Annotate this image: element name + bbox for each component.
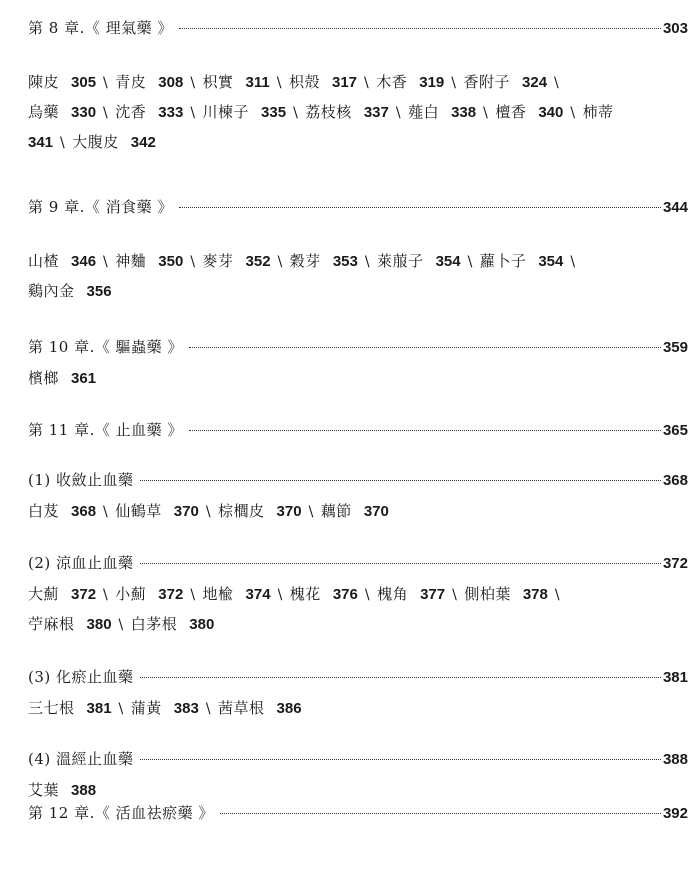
herb-name: 藕節 bbox=[320, 502, 352, 520]
dot-leader bbox=[189, 347, 661, 348]
heading-title: 第 9 章.《 消食藥 》 bbox=[28, 198, 173, 216]
herb-entry bbox=[28, 699, 112, 717]
herb-entry bbox=[203, 73, 270, 91]
herb-page-number: 317 bbox=[331, 74, 358, 91]
herb-page-number: 381 bbox=[86, 700, 112, 717]
toc-heading bbox=[28, 420, 688, 441]
herb-entry bbox=[115, 252, 183, 270]
heading-title: 第 8 章.《 理氣藥 》 bbox=[28, 19, 173, 37]
herb-page-number: 311 bbox=[245, 74, 270, 91]
separator: \ bbox=[276, 75, 282, 91]
toc-section bbox=[28, 470, 688, 526]
herb-entry bbox=[377, 585, 445, 603]
herb-name: 茜草根 bbox=[218, 699, 265, 717]
toc-heading bbox=[28, 197, 688, 218]
herb-page-number: 370 bbox=[363, 503, 389, 520]
toc-section bbox=[28, 18, 688, 157]
herb-name: 薤白 bbox=[408, 103, 440, 121]
herb-entry bbox=[28, 502, 96, 520]
herb-entry bbox=[72, 133, 156, 151]
entry-line bbox=[28, 246, 688, 276]
herb-page-number: 335 bbox=[261, 104, 287, 121]
herb-page-number: 319 bbox=[419, 74, 445, 91]
herb-page-number: 372 bbox=[158, 586, 184, 603]
herb-name: 木香 bbox=[376, 73, 408, 91]
herb-entry bbox=[28, 103, 96, 121]
separator: \ bbox=[277, 587, 283, 603]
herb-name: 枳殻 bbox=[288, 73, 320, 91]
herb-entry bbox=[289, 73, 357, 91]
separator: \ bbox=[364, 75, 370, 91]
separator: \ bbox=[103, 105, 109, 121]
toc-section bbox=[28, 553, 688, 639]
herb-entry bbox=[464, 73, 548, 91]
herb-entry bbox=[131, 699, 199, 717]
toc-heading bbox=[28, 803, 688, 824]
separator: \ bbox=[308, 504, 314, 520]
herb-name: 地楡 bbox=[202, 585, 234, 603]
entry-line bbox=[28, 693, 688, 723]
heading-page-number: 303 bbox=[662, 20, 688, 37]
dot-leader bbox=[179, 28, 661, 29]
herb-entry bbox=[115, 73, 183, 91]
heading-page-number: 388 bbox=[662, 751, 688, 768]
herb-name: 棕櫚皮 bbox=[218, 502, 265, 520]
entry-list bbox=[28, 775, 688, 805]
heading-title: (4) 溫經止血藥 bbox=[28, 750, 134, 768]
herb-page-number: 350 bbox=[158, 253, 184, 270]
herb-name: 側柏葉 bbox=[464, 585, 511, 603]
herb-entry bbox=[203, 252, 271, 270]
toc-heading bbox=[28, 553, 688, 574]
herb-entry bbox=[480, 252, 564, 270]
entry-line bbox=[28, 775, 688, 805]
herb-name: 槐花 bbox=[289, 585, 321, 603]
heading-page-number: 381 bbox=[662, 669, 688, 686]
herb-entry bbox=[408, 103, 476, 121]
dot-leader bbox=[189, 430, 661, 431]
herb-name: 三七根 bbox=[28, 699, 75, 717]
separator: \ bbox=[277, 254, 283, 270]
herb-entry bbox=[115, 103, 183, 121]
toc-heading bbox=[28, 667, 688, 688]
entry-line bbox=[28, 67, 688, 97]
separator: \ bbox=[293, 105, 299, 121]
herb-name: 仙鶴草 bbox=[115, 502, 162, 520]
heading-page-number: 365 bbox=[662, 422, 688, 439]
separator: \ bbox=[118, 617, 124, 633]
entry-line bbox=[28, 496, 688, 526]
dot-leader bbox=[140, 759, 661, 760]
herb-entry bbox=[115, 585, 183, 603]
heading-title: (3) 化瘀止血藥 bbox=[28, 668, 134, 686]
heading-title: 第 12 章.《 活血祛瘀藥 》 bbox=[28, 804, 214, 822]
toc-heading bbox=[28, 749, 688, 770]
herb-page-number: 383 bbox=[173, 700, 199, 717]
herb-name: 白芨 bbox=[28, 502, 60, 520]
herb-name: 陳皮 bbox=[28, 73, 60, 91]
separator: \ bbox=[483, 105, 489, 121]
herb-entry bbox=[495, 103, 563, 121]
herb-name: 白茅根 bbox=[130, 615, 178, 633]
herb-page-number: 378 bbox=[522, 586, 548, 603]
toc-section bbox=[28, 420, 688, 441]
heading-page-number: 368 bbox=[662, 472, 688, 489]
herb-entry bbox=[28, 73, 96, 91]
herb-page-number: 356 bbox=[86, 283, 112, 300]
herb-page-number: 340 bbox=[538, 104, 564, 121]
dot-leader bbox=[140, 563, 661, 564]
separator: \ bbox=[451, 75, 457, 91]
herb-entry bbox=[377, 252, 461, 270]
herb-name: 苧麻根 bbox=[28, 615, 75, 633]
herb-page-number: 388 bbox=[71, 782, 97, 799]
herb-entry bbox=[218, 502, 302, 520]
separator: \ bbox=[103, 587, 109, 603]
herb-name: 荔枝核 bbox=[305, 103, 352, 121]
herb-entry bbox=[583, 103, 614, 121]
herb-name: 蒲黃 bbox=[130, 699, 162, 717]
herb-entry bbox=[203, 585, 271, 603]
toc-heading bbox=[28, 18, 688, 39]
toc-heading bbox=[28, 337, 688, 358]
herb-entry bbox=[321, 502, 389, 520]
herb-name: 麥芽 bbox=[202, 252, 234, 270]
herb-name: 檀香 bbox=[495, 103, 527, 121]
separator: \ bbox=[467, 254, 473, 270]
separator: \ bbox=[452, 587, 458, 603]
toc-section bbox=[28, 749, 688, 805]
herb-page-number: 354 bbox=[538, 253, 564, 270]
toc-section bbox=[28, 667, 688, 723]
herb-entry bbox=[464, 585, 548, 603]
herb-page-number: 333 bbox=[158, 104, 184, 121]
separator: \ bbox=[103, 504, 109, 520]
herb-page-number: 368 bbox=[71, 503, 97, 520]
herb-entry bbox=[28, 615, 112, 633]
heading-page-number: 359 bbox=[662, 339, 688, 356]
herb-page-number: 337 bbox=[363, 104, 389, 121]
toc-heading bbox=[28, 470, 688, 491]
dot-leader bbox=[140, 480, 661, 481]
herb-name: 艾葉 bbox=[28, 781, 60, 799]
separator: \ bbox=[118, 701, 124, 717]
heading-title: (1) 收斂止血藥 bbox=[28, 471, 134, 489]
herb-entry bbox=[28, 585, 96, 603]
separator: \ bbox=[60, 135, 66, 151]
entry-list bbox=[28, 496, 688, 526]
herb-page-number: 374 bbox=[245, 586, 271, 603]
entry-list bbox=[28, 67, 688, 157]
herb-name: 川楝子 bbox=[202, 103, 250, 121]
separator: \ bbox=[190, 105, 196, 121]
dot-leader bbox=[140, 677, 661, 678]
entry-line bbox=[28, 276, 688, 306]
herb-page-number: 380 bbox=[189, 616, 215, 633]
herb-page-number: 308 bbox=[158, 74, 184, 91]
heading-title: (2) 涼血止血藥 bbox=[28, 554, 134, 572]
separator: \ bbox=[570, 105, 576, 121]
herb-name: 大薊 bbox=[28, 585, 60, 603]
herb-entry bbox=[28, 282, 112, 300]
herb-page-number: 370 bbox=[276, 503, 302, 520]
heading-title: 第 11 章.《 止血藥 》 bbox=[28, 421, 183, 439]
separator: \ bbox=[103, 254, 109, 270]
separator: \ bbox=[364, 254, 371, 270]
herb-page-number: 353 bbox=[332, 253, 358, 270]
herb-page-number: 324 bbox=[522, 74, 548, 91]
herb-page-number: 346 bbox=[71, 253, 97, 270]
heading-page-number: 392 bbox=[662, 805, 688, 822]
herb-page-number: 338 bbox=[451, 104, 477, 121]
herb-page-number: 352 bbox=[245, 253, 271, 270]
herb-entry bbox=[376, 73, 444, 91]
herb-name: 神麯 bbox=[115, 252, 147, 270]
herb-entry bbox=[290, 585, 358, 603]
entry-line bbox=[28, 579, 688, 609]
entry-list bbox=[28, 246, 688, 306]
toc-section bbox=[28, 803, 688, 824]
herb-name: 枳實 bbox=[202, 73, 234, 91]
entry-line bbox=[28, 609, 688, 639]
separator: \ bbox=[395, 105, 402, 121]
separator: \ bbox=[103, 75, 109, 91]
separator: \ bbox=[554, 587, 561, 603]
herb-entry bbox=[290, 252, 358, 270]
herb-name: 香附子 bbox=[463, 73, 511, 91]
herb-page-number: 386 bbox=[276, 700, 302, 717]
herb-name: 山楂 bbox=[28, 252, 60, 270]
herb-name: 柿蒂 bbox=[582, 103, 614, 121]
herb-name: 大腹皮 bbox=[72, 133, 119, 151]
herb-entry bbox=[305, 103, 389, 121]
herb-entry bbox=[28, 369, 96, 387]
herb-entry bbox=[218, 699, 302, 717]
separator: \ bbox=[364, 587, 371, 603]
herb-name: 萊菔子 bbox=[377, 252, 424, 270]
herb-name: 341 bbox=[28, 134, 54, 151]
separator: \ bbox=[554, 75, 560, 91]
separator: \ bbox=[205, 504, 212, 520]
dot-leader bbox=[220, 813, 661, 814]
entry-line bbox=[28, 97, 688, 127]
herb-page-number: 370 bbox=[173, 503, 199, 520]
heading-page-number: 344 bbox=[662, 199, 688, 216]
herb-entry bbox=[28, 252, 96, 270]
separator: \ bbox=[570, 254, 576, 270]
entry-line bbox=[28, 127, 688, 157]
dot-leader bbox=[179, 207, 661, 208]
herb-page-number: 361 bbox=[71, 370, 97, 387]
heading-title: 第 10 章.《 驅蟲藥 》 bbox=[28, 338, 183, 356]
herb-page-number: 372 bbox=[71, 586, 97, 603]
entry-list bbox=[28, 579, 688, 639]
herb-page-number: 342 bbox=[130, 134, 156, 151]
herb-page-number: 305 bbox=[71, 74, 97, 91]
herb-name: 沈香 bbox=[115, 103, 147, 121]
entry-line bbox=[28, 363, 688, 393]
herb-name: 鷄內金 bbox=[28, 282, 75, 300]
herb-page-number: 377 bbox=[420, 586, 446, 603]
separator: \ bbox=[190, 587, 196, 603]
herb-name: 穀芽 bbox=[289, 252, 321, 270]
entry-list bbox=[28, 693, 688, 723]
herb-entry bbox=[115, 502, 199, 520]
herb-page-number: 376 bbox=[332, 586, 358, 603]
herb-name: 小薊 bbox=[115, 585, 147, 603]
separator: \ bbox=[190, 254, 196, 270]
entry-list bbox=[28, 363, 688, 393]
heading-page-number: 372 bbox=[662, 555, 688, 572]
herb-name: 槐角 bbox=[377, 585, 409, 603]
herb-entry bbox=[131, 615, 215, 633]
herb-name: 蘿卜子 bbox=[479, 252, 527, 270]
herb-name: 檳榔 bbox=[28, 369, 60, 387]
herb-entry bbox=[28, 781, 96, 799]
toc-section bbox=[28, 337, 688, 393]
separator: \ bbox=[190, 75, 196, 91]
toc-section bbox=[28, 197, 688, 306]
herb-page-number: 380 bbox=[86, 616, 112, 633]
herb-name: 青皮 bbox=[115, 73, 147, 91]
herb-page-number: 354 bbox=[435, 253, 461, 270]
herb-name: 烏藥 bbox=[28, 103, 60, 121]
herb-entry bbox=[203, 103, 287, 121]
separator: \ bbox=[205, 701, 212, 717]
herb-entry bbox=[28, 133, 53, 151]
herb-page-number: 330 bbox=[71, 104, 97, 121]
